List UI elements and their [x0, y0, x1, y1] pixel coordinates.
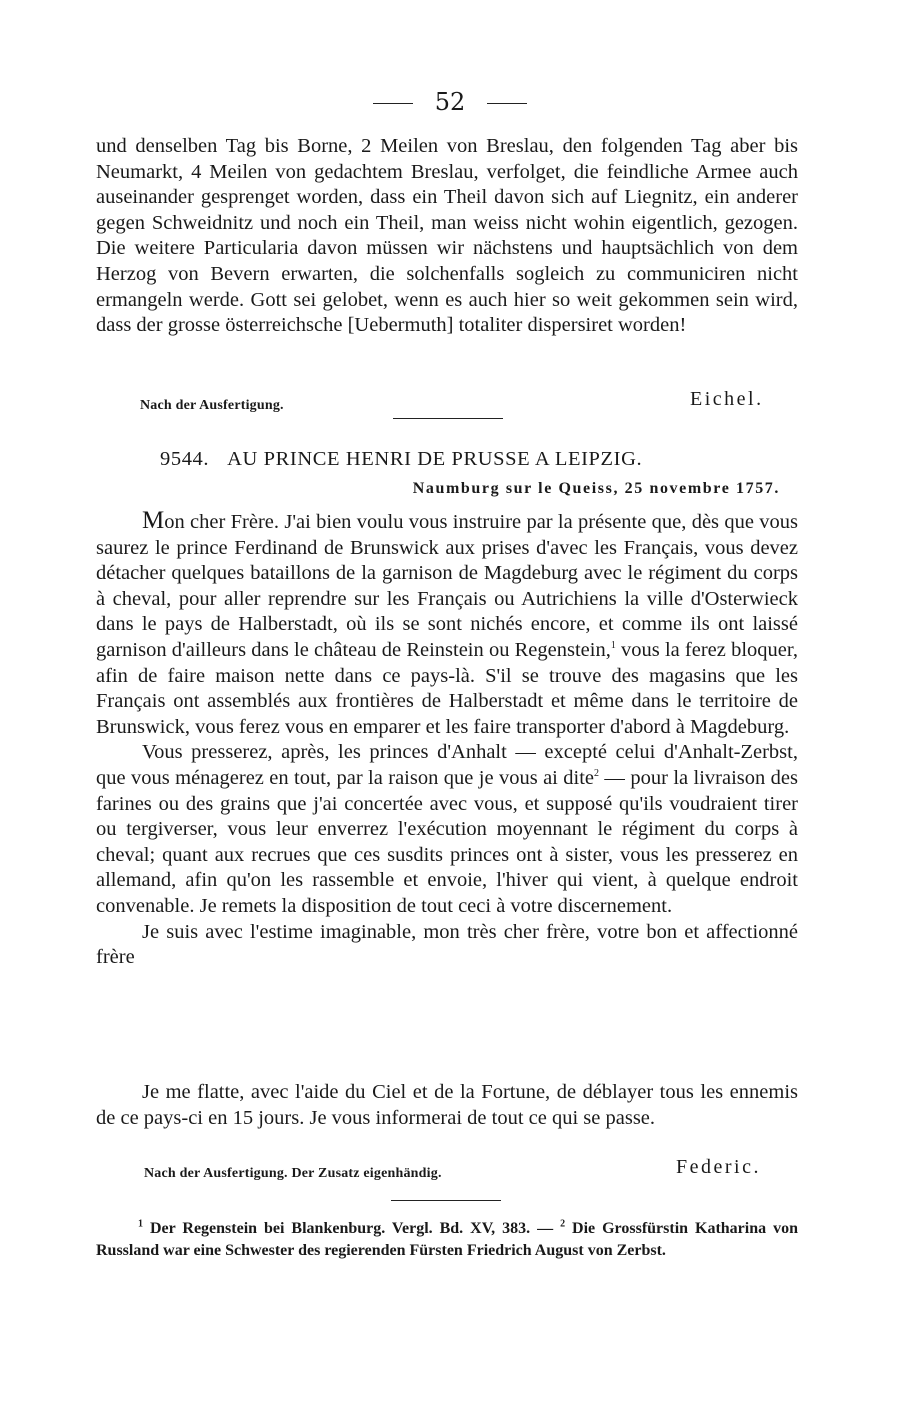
footnote-1-mark: 1 — [138, 1218, 143, 1230]
letter2-source-note: Nach der Ausfertigung. Der Zusatz eigenhändig. — [144, 1166, 442, 1181]
footnote-marker-1: 1 — [610, 640, 616, 652]
letter2-paragraph-3: Je suis avec l'estime imaginable, mon très cher frère, votre bon et affectionné frère — [96, 920, 798, 969]
letter2-p2-text-after: — pour la livraison des farines ou des grains que j'ai concertée avec vous, et supposé qu'ils voudraient tirer ou tergiverser, vous leur enverrez l'exécution moyennant le régiment du corps à cheval; quant aux recrues que ces susdits princes ont à sister, vous les presserez en allemand, afin qu'on les rassemble et envoie, l'hiver qui vient, à quelque endroit convenable. Je remets la disposition de tout ceci à votre discernement. — [96, 766, 798, 917]
letter2-p1-text-after: vous la ferez bloquer, afin de faire maison nette dans ce pays-là. S'il se trouve des magasins que les Français ont assemblés aux frontières de Halberstadt et même dans le territoire de Brunswick, vous ferez vous en emparer et les faire transporter d'abord à Magdeburg. — [96, 638, 798, 738]
letter1-paragraph: und denselben Tag bis Borne, 2 Meilen von Breslau, den folgenden Tag aber bis Neumarkt, 4 Meilen von gedachtem Breslau, verfolget, die feindliche Armee auch auseinander gesprenget worden, dass ein Theil davon sich auf Liegnitz, ein anderer gegen Schweidnitz und noch ein Theil, man weiss nicht wohin eigentlich, gezogen. Die weitere Particularia davon müssen wir nächstens und hauptsächlich von dem Herzog von Bevern erwarten, die solchenfalls sogleich zu communiciren nicht ermangeln werde. Gott sei gelobet, wenn es auch hier so weit gekommen sein wird, dass der grosse österreichsche [Uebermuth] totaliter dispersiret worden! — [96, 135, 798, 337]
footnote-separator-rule — [391, 1200, 501, 1201]
letter1-source-note: Nach der Ausfertigung. — [140, 398, 284, 413]
footnote-marker-2: 2 — [594, 768, 600, 780]
letter2-signature: Federic. — [676, 1156, 761, 1178]
letter2-paragraph-1 — [96, 508, 798, 740]
separator-rule — [393, 418, 503, 419]
letter2-heading — [160, 448, 800, 471]
letter2-dateline: Naumburg sur le Queiss, 25 novembre 1757. — [412, 480, 780, 497]
header-dash-left — [373, 103, 413, 104]
footnote-1-text: Der Regenstein bei Blankenburg. Vergl. Bd. XV, 383. — — [143, 1220, 561, 1237]
footnotes — [96, 1218, 798, 1262]
page-number: 52 — [434, 88, 466, 116]
letter1-signature: Eichel. — [690, 388, 764, 410]
letter2-p2-text: Vous presserez, après, les princes d'Anhalt — excepté celui d'Anhalt-Zerbst, que vous ménagerez en tout, par la raison que je vous ai dite — [96, 741, 798, 789]
header-dash-right — [487, 103, 527, 104]
letter2-postscript: Je me flatte, avec l'aide du Ciel et de la Fortune, de déblayer tous les ennemis de ce pays-ci en 15 jours. Je vous informerai de tout ce qui se passe. — [96, 1081, 798, 1129]
letter2-initial: M — [142, 507, 165, 534]
page-header — [0, 88, 900, 116]
letter2-title: AU PRINCE HENRI DE PRUSSE A LEIPZIG. — [227, 448, 643, 470]
letter2-paragraph-2 — [96, 740, 798, 919]
letter2-body — [96, 508, 798, 971]
letter1-body — [96, 134, 798, 339]
letter2-postscript-block — [96, 1079, 798, 1131]
footnote-2-mark: 2 — [560, 1218, 566, 1230]
letter2-number: 9544. — [160, 448, 210, 470]
footnote-2-text: Die Grossfürstin Katharina von Russland war eine Schwester des regierenden Fürsten Friedrich August von Zerbst. — [96, 1220, 798, 1259]
letter2-p1-text: on cher Frère. J'ai bien voulu vous instruire par la présente que, dès que vous saurez le prince Ferdinand de Brunswick aux prises d'avec les Français, vous devez détacher quelques bataillons de la garnison de Magdeburg avec le régiment du corps à cheval, pour aller reprendre sur les Français ou Autrichiens la ville d'Osterwieck dans le pays de Halberstadt, où ils se sont nichés encore, et comme ils ont laissé garnison d'ailleurs dans le château de Reinstein ou Regenstein, — [96, 511, 798, 661]
